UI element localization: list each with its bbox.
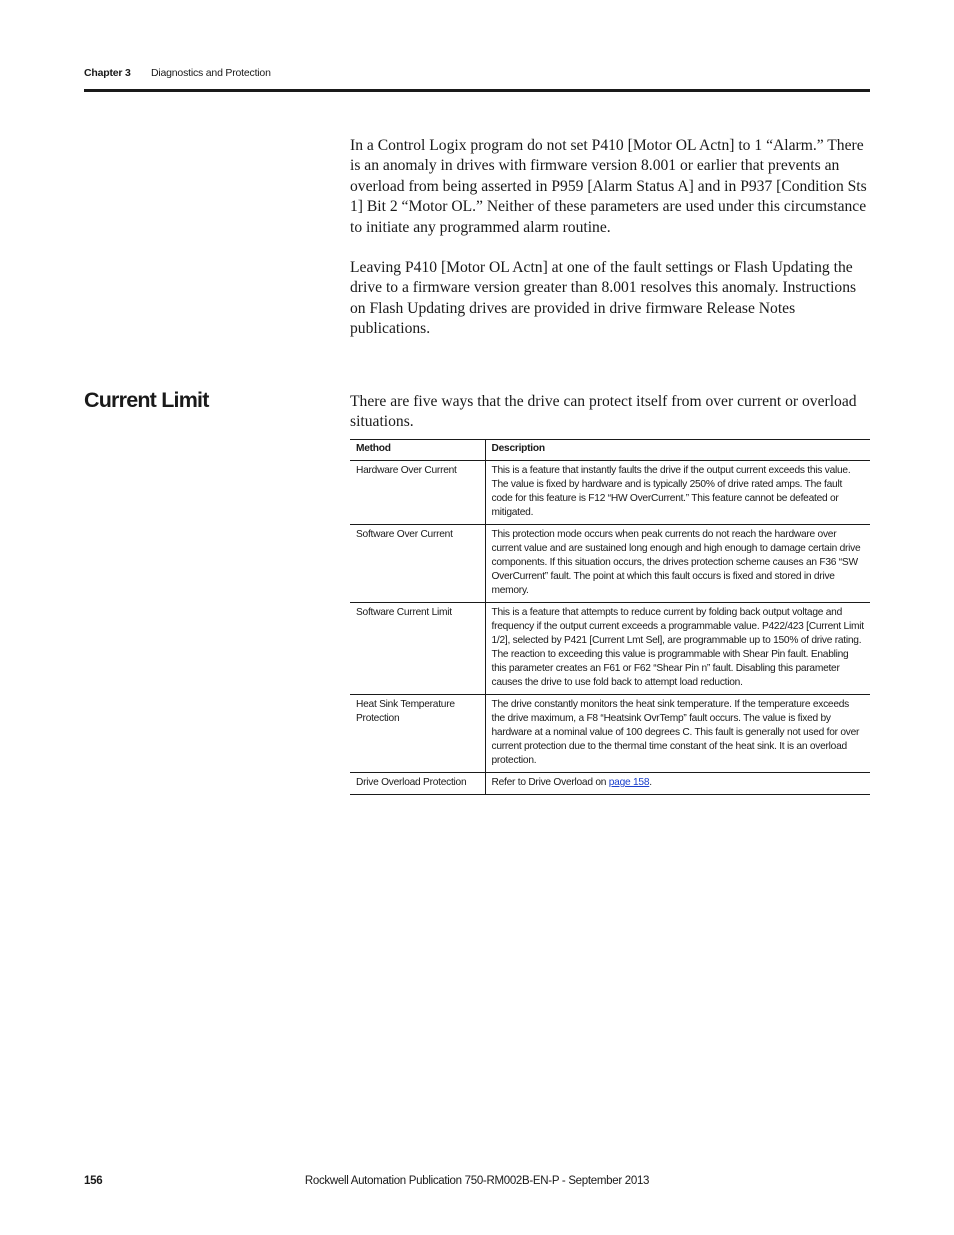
column-header-method: Method (350, 440, 485, 461)
table-row (350, 461, 870, 525)
table-row (350, 773, 870, 795)
header-rule (84, 89, 870, 92)
chapter-title: Diagnostics and Protection (151, 67, 271, 79)
section-lead-paragraph: There are five ways that the drive can protect itself from over current or overload situations. (350, 393, 857, 431)
section-heading: Current Limit (84, 388, 209, 412)
description-cell: This is a feature that instantly faults the drive if the output current exceeds this value. The value is fixed by hardware and is typically 250% of drive rated amps. The fault code for this feature is F12 “HW OverCurrent.” This feature cannot be defeated or mitigated. (485, 461, 870, 525)
description-text: Refer to Drive Overload on (491, 777, 609, 788)
description-cell: This protection mode occurs when peak currents do not reach the hardware over current value and are sustained long enough and high enough to damage certain drive components. If this situation occurs, the drives protection scheme causes an F36 “SW OverCurrent” fault. The point at which this fault occurs is fixed and stored in drive memory. (485, 525, 870, 603)
method-cell: Software Over Current (350, 525, 485, 603)
method-cell: Drive Overload Protection (350, 773, 485, 795)
publication-footer: Rockwell Automation Publication 750-RM002B-EN-P - September 2013 (304, 1175, 650, 1187)
table-row (350, 525, 870, 603)
column-header-description: Description (485, 440, 870, 461)
table-row (350, 695, 870, 773)
intro-paragraph-2: Leaving P410 [Motor OL Actn] at one of the fault settings or Flash Updating the drive to a firmware version greater than 8.001 resolves this anomaly. Instructions on Flash Updating drives are provided in drive firmware Release Notes publications. (350, 259, 857, 338)
chapter-label: Chapter 3 (84, 67, 131, 79)
running-header (84, 67, 870, 81)
description-cell (485, 773, 870, 795)
description-suffix: . (649, 777, 652, 788)
page-158-link[interactable]: page 158 (608, 777, 650, 788)
table-header-row (350, 440, 870, 461)
description-cell: This is a feature that attempts to reduce current by folding back output voltage and frequency if the output current exceeds a programmable value. P422/423 [Current Limit 1/2], selected by P421 [Current Lmt Sel], are programmable up to 150% of drive rating. The reaction to exceeding this value is programmable with Shear Pin fault. Enabling this parameter creates an F61 or F62 “Shear Pin n” fault. Disabling this parameter causes the drive to use fold back to attempt load reduction. (485, 603, 870, 695)
description-cell: The drive constantly monitors the heat sink temperature. If the temperature exceeds the drive maximum, a F8 “Heatsink OvrTemp” fault occurs. The value is fixed by hardware at a nominal value of 100 degrees C. This fault is generally not used for over current protection due to the thermal time constant of the heat sink. It is an overload protection. (485, 695, 870, 773)
intro-paragraph-1: In a Control Logix program do not set P410 [Motor OL Actn] to 1 “Alarm.” There is an anomaly in drives with firmware version 8.001 or earlier that prevents an overload from being asserted in P959 [Alarm Status A] and in P937 [Condition Sts 1] Bit 2 “Motor OL.” Neither of these parameters are used under this circumstance to initiate any programmed alarm routine. (350, 137, 867, 236)
method-cell: Software Current Limit (350, 603, 485, 695)
protection-methods-table (350, 439, 870, 795)
page-number: 156 (84, 1175, 103, 1187)
method-cell: Hardware Over Current (350, 461, 485, 525)
method-cell: Heat Sink Temperature Protection (350, 695, 485, 773)
table-row (350, 603, 870, 695)
